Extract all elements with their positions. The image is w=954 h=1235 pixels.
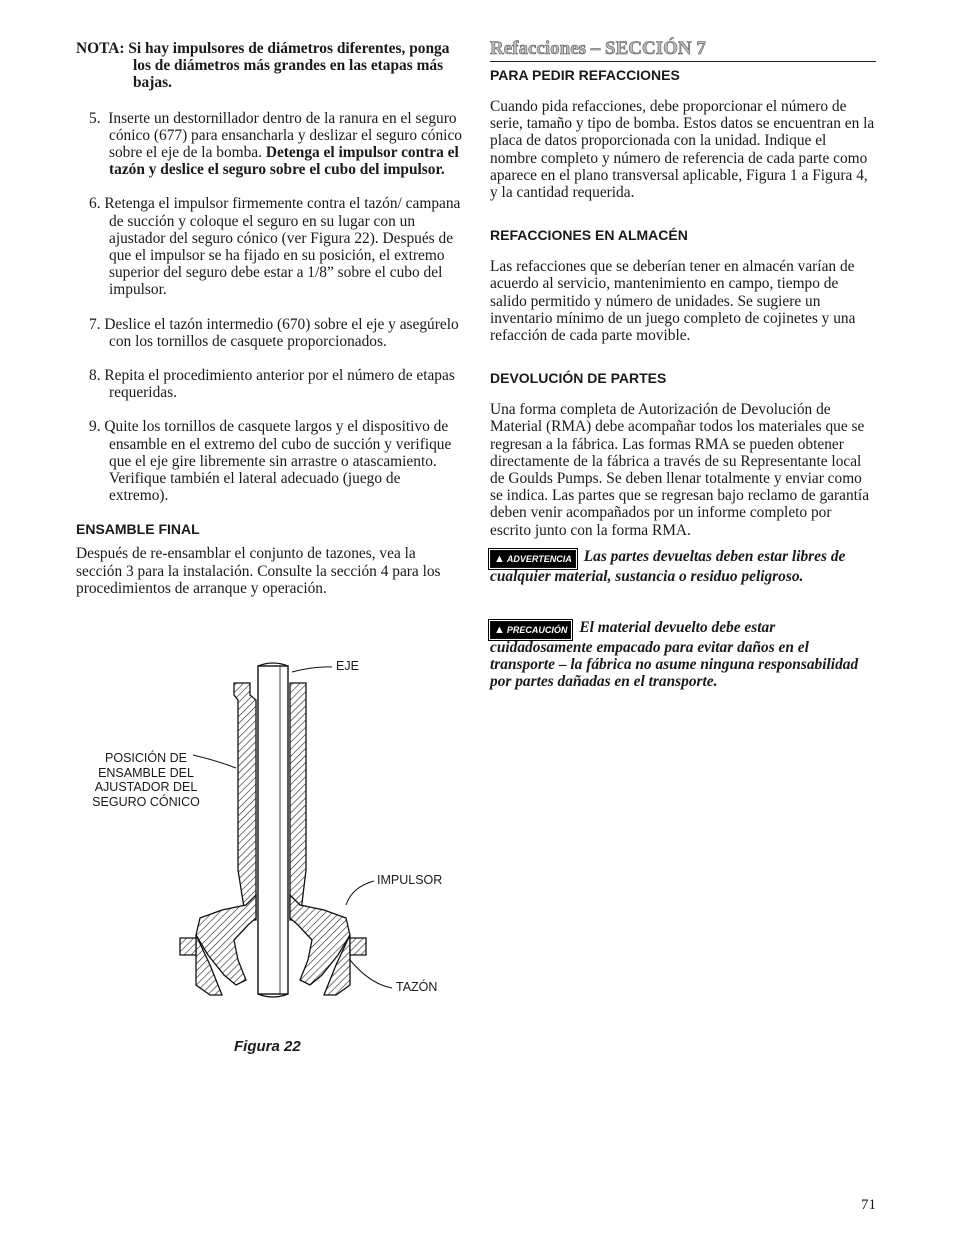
warning-badge: ▲ ADVERTENCIA (490, 550, 576, 568)
heading-stock-parts: REFACCIONES EN ALMACÉN (490, 227, 688, 244)
label-posicion-line-4: SEGURO CÓNICO (92, 794, 200, 809)
caution-text: El material devuelto debe estar cuidadosamente empacado para evitar daños en el transporte – la fábrica no asume ninguna responsabilidad por partes dañadas en el transporte. (490, 619, 859, 691)
returns-text: Una forma completa de Autorización de Devolución de Material (RMA) debe acompañar todos los materiales que se regresan a la fábrica. Las formas RMA se pueden obtener directamente de la fábrica a través de su Representante local de Goulds Pumps. Se deben llenar totalmente y enviar como se indica. Las partes que se regresan bajo reclamo de garantía deben venir acompañados por un informe completo por escrito junto con la forma RMA. (490, 401, 870, 539)
shaft (258, 666, 288, 994)
warning-text: Las partes devueltas deben estar libres de cualquier material, sustancia o residuo peligroso. (490, 547, 846, 585)
final-assembly-heading: ENSAMBLE FINAL (76, 521, 200, 538)
warning-paragraph (490, 548, 876, 585)
label-posicion (90, 751, 202, 809)
right-column (490, 38, 876, 691)
label-posicion-line-3: AJUSTADOR DEL (94, 780, 198, 794)
warning-triangle-icon: ▲ (494, 552, 505, 565)
figure-caption: Figura 22 (234, 1038, 301, 1055)
step-5-bold: Detenga el impulsor contra el tazón y deslice el seguro sobre el cubo del impulsor. (109, 144, 459, 179)
step-5-text: Inserte un destornillador dentro de la ranura en el seguro cónico (677) para ensancharla y deslizar el seguro cónico sobre el eje de la bomba. (108, 109, 462, 162)
caution-badge: ▲ PRECAUCIÓN (490, 621, 571, 639)
leader-tazon (350, 960, 392, 988)
label-posicion-line-2: ENSAMBLE DEL (98, 765, 194, 780)
final-assembly-text: Después de re-ensamblar el conjunto de tazones, vea la sección 3 para la instalación. Consulte la sección 4 para los procedimientos de arranque y operación. (76, 545, 441, 597)
step-9: 9. Quite los tornillos de casquete largos y el dispositivo de ensamble en el extremo del cubo de succión y verifique que el eje gire libremente sin arrastre o atascamiento. Verifique también el lateral adecuado (juego de extremo). (89, 418, 452, 505)
adjuster-right-section (290, 683, 306, 920)
step-7: 7. Deslice el tazón intermedio (670) sobre el eje y asegúrelo con los tornillos de casquete proporcionados. (89, 315, 459, 350)
nota-text: Si hay impulsores de diámetros diferentes, ponga los de diámetros más grandes en las etapas más bajas. (128, 40, 450, 92)
bowl-left-flange (180, 938, 196, 955)
step-8: 8. Repita el procedimiento anterior por el número de etapas requeridas. (89, 367, 455, 402)
ordering-parts-text: Cuando pida refacciones, debe proporcionar el número de serie, tamaño y tipo de bomba. Estos datos se encuentran en la placa de datos proporcionada con la unidad. Indique el nombre completo y número de referencia de cada parte como aparece en el plano transversal aplicable, Figura 1 a Figura 4, y la cantidad requerida. (490, 98, 875, 202)
caution-paragraph (490, 619, 876, 691)
label-eje: EJE (336, 659, 359, 673)
label-tazon: TAZÓN (396, 980, 438, 994)
adjuster-left-section (234, 683, 256, 920)
heading-ordering-parts: PARA PEDIR REFACCIONES (490, 67, 680, 83)
heading-returns: DEVOLUCIÓN DE PARTES (490, 370, 667, 387)
step-6: 6. Retenga el impulsor firmemente contra el tazón/ campana de succión y coloque el seguro en su lugar con un ajustador del seguro cónico (ver Figura 22). Después de que el impulsor se ha fijado en su posición, el extremo superior del seguro debe estar a 1/8” sobre el cubo del impulsor. (89, 195, 461, 299)
bowl-right-flange (350, 938, 366, 955)
label-impulsor: IMPULSOR (377, 873, 443, 887)
caution-triangle-icon: ▲ (494, 624, 505, 637)
page-number: 71 (861, 1197, 876, 1213)
nota-label: NOTA: (76, 40, 125, 57)
leader-impulsor (346, 881, 374, 905)
section-title: Refacciones – SECCIÓN 7 (490, 38, 876, 62)
leader-eje (292, 667, 332, 672)
stock-parts-text: Las refacciones que se deberían tener en almacén varían de acuerdo al servicio, mantenimiento en campo, tiempo de salido permitido y número de unidades. Se sugiere un inventario mínimo de un juego completo de cojinetes y una refacción de cada parte movible. (490, 258, 856, 345)
label-posicion-line-1: POSICIÓN DE (105, 751, 187, 765)
step-5-number: 5. (89, 109, 101, 127)
